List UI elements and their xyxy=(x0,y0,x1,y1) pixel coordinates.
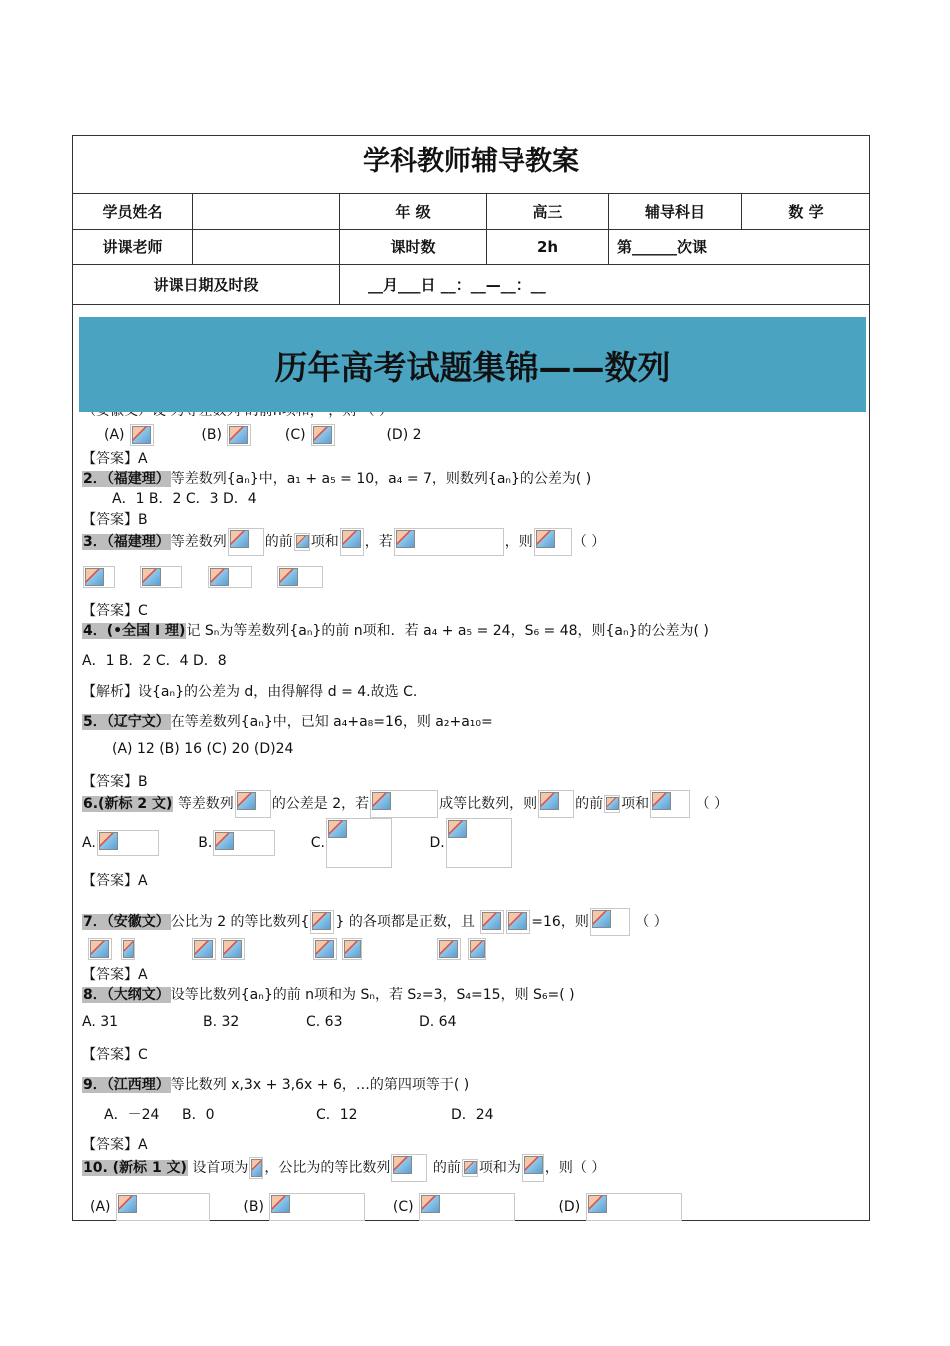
q8-options xyxy=(82,1014,457,1030)
formula-image-icon xyxy=(140,566,182,588)
hours-label: 课时数 xyxy=(340,229,487,264)
formula-image-icon xyxy=(340,528,364,556)
q4-options: A．1 B．2 C．4 D．8 xyxy=(82,653,227,669)
q9-opt-c: C．12 xyxy=(316,1107,358,1123)
subject-value: 数 学 xyxy=(742,194,871,229)
q8-text: 设等比数列{aₙ}的前 n项和为 Sₙ，若 S₂=3，S₄=15，则 S₆=( ) xyxy=(170,987,575,1003)
q2-answer: 【答案】B xyxy=(82,512,148,528)
q9-opt-d: D．24 xyxy=(451,1107,494,1123)
q10: 10. (新标 1 文) 设首项为 ，公比为的等比数列 的前 项和为 ，则（ ） xyxy=(82,1154,605,1182)
formula-image-icon xyxy=(277,566,323,588)
q6-opt-c: C. xyxy=(311,818,393,868)
q5 xyxy=(82,711,493,731)
formula-image-icon xyxy=(326,818,392,868)
q10-options xyxy=(90,1193,683,1221)
q8-opt-d: D. 64 xyxy=(419,1014,457,1030)
formula-image-icon xyxy=(83,566,115,588)
formula-image-icon xyxy=(227,424,251,446)
q6: 6.(新标 2 文) 等差数列 的公差是 2，若 成等比数列，则 的前 项和 （ ） xyxy=(82,790,728,818)
teacher-value[interactable] xyxy=(193,229,340,264)
q6-opt-a: A. xyxy=(82,830,160,856)
q3-options xyxy=(82,566,324,588)
formula-image-icon xyxy=(116,1193,210,1221)
q7-answer: 【答案】A xyxy=(82,967,148,983)
formula-image-icon xyxy=(313,938,337,960)
formula-image-icon xyxy=(419,1193,515,1221)
q7-label: 7．（安徽文） xyxy=(83,914,170,930)
q1-opt-b: (B) xyxy=(201,424,252,446)
q3-answer: 【答案】C xyxy=(82,603,148,619)
q4 xyxy=(82,620,709,640)
student-label: 学员姓名 xyxy=(73,194,193,229)
q5-options: (A) 12 (B) 16 (C) 20 (D)24 xyxy=(112,741,294,757)
page-title: 学科教师辅导教案 xyxy=(73,136,869,194)
formula-image-icon xyxy=(370,790,438,818)
q9-opt-b: B．0 xyxy=(182,1107,215,1123)
q10-label: 10. (新标 1 文) xyxy=(83,1160,187,1176)
section-banner: 历年高考试题集锦——数列 xyxy=(79,317,866,412)
grade-label: 年 级 xyxy=(340,194,487,229)
formula-image-icon xyxy=(121,938,135,960)
q1-opt-c: (C) xyxy=(285,424,336,446)
q6-options xyxy=(82,818,513,868)
q3-label: 3．（福建理） xyxy=(83,534,170,550)
formula-image-icon xyxy=(506,910,530,934)
q1-opt-a: (A) xyxy=(104,424,155,446)
formula-image-icon xyxy=(650,790,690,818)
q1-opt-d: (D) 2 xyxy=(386,427,422,443)
formula-image-icon xyxy=(310,910,334,934)
q8-opt-c: C. 63 xyxy=(306,1014,343,1030)
formula-image-icon xyxy=(342,938,362,960)
formula-image-icon xyxy=(294,533,310,551)
q8-opt-b: B. 32 xyxy=(203,1014,240,1030)
date-label: 讲课日期及时段 xyxy=(73,264,340,304)
q9-label: 9．（江西理） xyxy=(83,1077,170,1093)
q1-answer: 【答案】A xyxy=(82,451,148,467)
formula-image-icon xyxy=(208,566,252,588)
formula-image-icon xyxy=(311,424,335,446)
teacher-label: 讲课老师 xyxy=(73,229,193,264)
q2-options: A．1 B．2 C．3 D．4 xyxy=(112,491,257,507)
q8-opt-a: A. 31 xyxy=(82,1014,119,1030)
formula-image-icon xyxy=(394,528,504,556)
q6-label: 6.(新标 2 文) xyxy=(83,796,173,812)
formula-image-icon xyxy=(213,830,275,856)
q3: 3．（福建理）等差数列 的前 项和 ，若 ，则 （ ） xyxy=(82,528,605,556)
q4-text: 记 Sₙ为等差数列{aₙ}的前 n项和．若 a₄ + a₅ = 24，S₆ = 48，则{aₙ}的公差为( ) xyxy=(186,623,709,639)
formula-image-icon xyxy=(534,528,572,556)
q8 xyxy=(82,984,575,1004)
formula-image-icon xyxy=(590,908,630,936)
q10-opt-d: (D) xyxy=(558,1193,682,1221)
formula-image-icon xyxy=(97,830,159,856)
student-value[interactable] xyxy=(193,194,340,229)
q5-answer: 【答案】B xyxy=(82,774,148,790)
q9-text: 等比数列 x,3x + 3,6x + 6，…的第四项等于( ) xyxy=(170,1077,470,1093)
formula-image-icon xyxy=(586,1193,682,1221)
date-value: __月___日 __：__—__：__ xyxy=(340,264,871,304)
q10-opt-a: (A) xyxy=(90,1193,211,1221)
q2-text: 等差数列{aₙ}中，a₁ + a₅ = 10，a₄ = 7，则数列{aₙ}的公差为( ) xyxy=(170,471,592,487)
formula-image-icon xyxy=(269,1193,365,1221)
formula-image-icon xyxy=(228,528,264,556)
formula-image-icon xyxy=(468,938,486,960)
formula-image-icon xyxy=(437,938,461,960)
formula-image-icon xyxy=(235,790,271,818)
q9-opt-a: A．－24 xyxy=(104,1107,160,1123)
info-table xyxy=(73,194,870,305)
formula-image-icon xyxy=(480,910,504,934)
q4-analysis: 【解析】设{aₙ}的公差为 d，由得解得 d = 4.故选 C. xyxy=(82,684,418,700)
q10-opt-c: (C) xyxy=(393,1193,516,1221)
q8-answer: 【答案】C xyxy=(82,1047,148,1063)
q9 xyxy=(82,1074,469,1094)
q7-options xyxy=(82,938,487,960)
q2-label: 2．（福建理） xyxy=(83,471,170,487)
q5-text: 在等差数列{aₙ}中，已知 a₄+a₈=16，则 a₂+a₁₀= xyxy=(170,714,493,730)
grade-value: 高三 xyxy=(487,194,609,229)
formula-image-icon xyxy=(446,818,512,868)
formula-image-icon xyxy=(130,424,154,446)
formula-image-icon xyxy=(538,790,574,818)
lesson-plan-frame xyxy=(72,135,870,1221)
formula-image-icon xyxy=(522,1154,544,1182)
subject-label: 辅导科目 xyxy=(609,194,742,229)
q9-options xyxy=(104,1104,494,1124)
formula-image-icon xyxy=(604,795,620,813)
formula-image-icon xyxy=(88,938,112,960)
q6-opt-b: B. xyxy=(198,830,276,856)
q7: 7．（安徽文）公比为 2 的等比数列{ } 的各项都是正数，且 =16，则 （ ） xyxy=(82,908,668,936)
formula-image-icon xyxy=(249,1157,263,1179)
formula-image-icon xyxy=(462,1159,478,1177)
q5-label: 5．（辽宁文） xyxy=(83,714,170,730)
q10-opt-b: (B) xyxy=(243,1193,366,1221)
q6-answer: 【答案】A xyxy=(82,873,148,889)
formula-image-icon xyxy=(391,1154,427,1182)
formula-image-icon xyxy=(221,938,245,960)
q4-label: 4．(•全国 I 理) xyxy=(83,623,186,639)
hours-value: 2h xyxy=(487,229,609,264)
q8-label: 8．（大纲文） xyxy=(83,987,170,1003)
q6-opt-d: D. xyxy=(429,818,512,868)
formula-image-icon xyxy=(192,938,216,960)
lesson-count: 第______次课 xyxy=(609,229,871,264)
q2 xyxy=(82,468,591,488)
q9-answer: 【答案】A xyxy=(82,1137,148,1153)
q1-options xyxy=(104,424,422,446)
